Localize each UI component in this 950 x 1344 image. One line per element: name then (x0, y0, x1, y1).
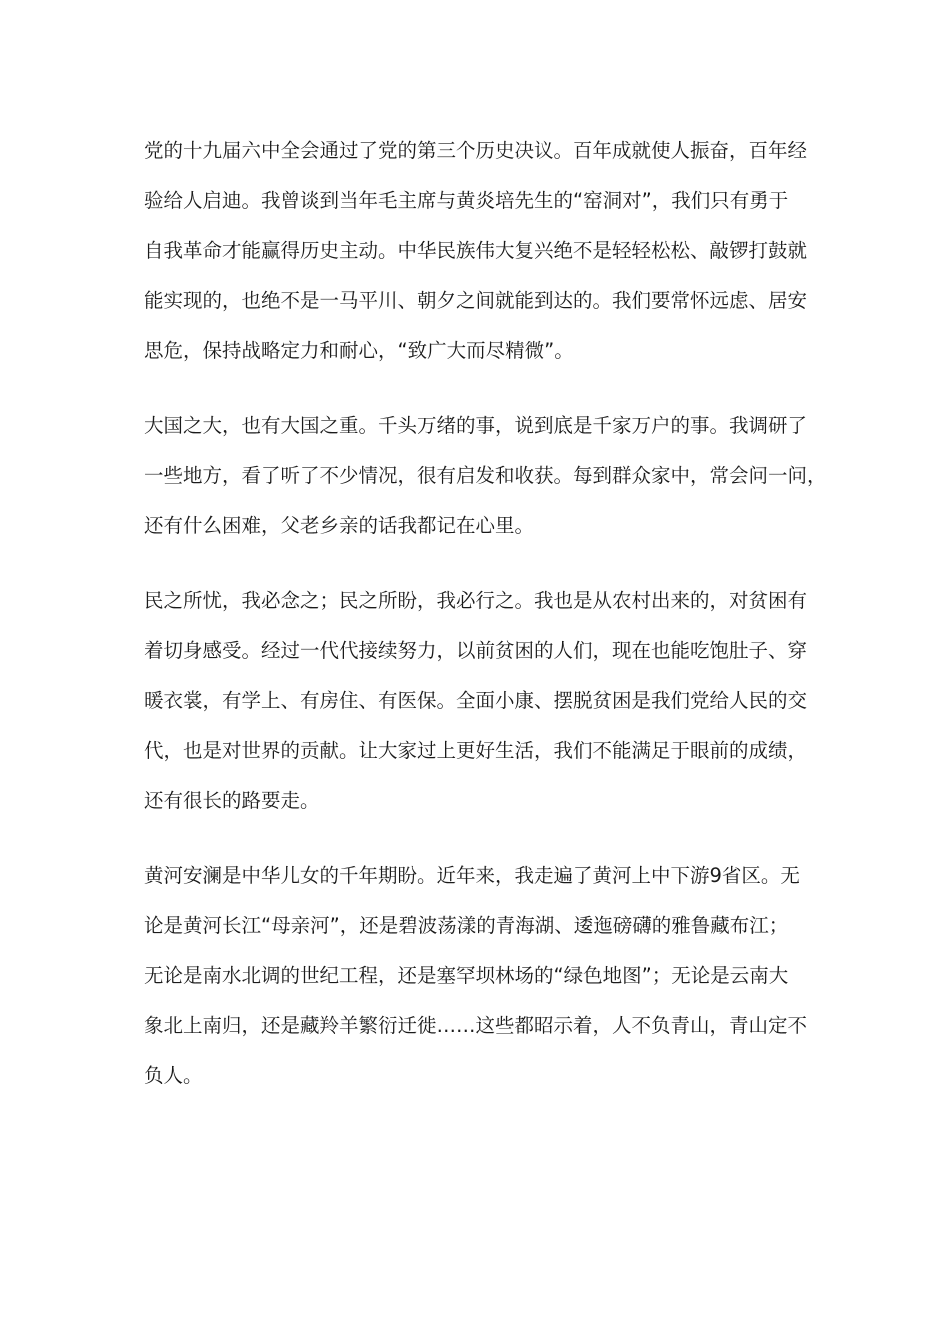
paragraph-line: 党的十九届六中全会通过了党的第三个历史决议。百年成就使人振奋，百年经 (144, 139, 808, 162)
paragraph-line: 负人。 (144, 1064, 203, 1087)
paragraph-3 (144, 576, 806, 826)
paragraph-line: 还有很长的路要走。 (144, 789, 320, 812)
paragraph-line: 思危，保持战略定力和耐心，“致广大而尽精微”。 (144, 339, 574, 362)
paragraph-4 (144, 851, 806, 1101)
paragraph-line: 自我革命才能赢得历史主动。中华民族伟大复兴绝不是轻轻松松、敲锣打鼓就 (144, 239, 808, 262)
paragraph-line: 代，也是对世界的贡献。让大家过上更好生活，我们不能满足于眼前的成绩， (144, 739, 808, 762)
paragraph-line: 着切身感受。经过一代代接续努力，以前贫困的人们，现在也能吃饱肚子、穿 (144, 639, 808, 662)
paragraph-2 (144, 401, 827, 551)
paragraph-line: 暖衣裳，有学上、有房住、有医保。全面小康、摆脱贫困是我们党给人民的交 (144, 689, 808, 712)
paragraph-1 (144, 126, 806, 376)
paragraph-line: 大国之大，也有大国之重。千头万绪的事，说到底是千家万户的事。我调研了 (144, 414, 808, 437)
paragraph-line: 论是黄河长江“母亲河”，还是碧波荡漾的青海湖、逶迤磅礴的雅鲁藏布江； (144, 914, 789, 937)
paragraph-line: 象北上南归，还是藏羚羊繁衍迁徙……这些都昭示着，人不负青山，青山定不 (144, 1014, 808, 1037)
paragraph-line: 无论是南水北调的世纪工程，还是塞罕坝林场的“绿色地图”；无论是云南大 (144, 964, 789, 987)
paragraph-line: 验给人启迪。我曾谈到当年毛主席与黄炎培先生的“窑洞对”，我们只有勇于 (144, 189, 789, 212)
paragraph-line: 一些地方，看了听了不少情况，很有启发和收获。每到群众家中，常会问一问， (144, 464, 827, 487)
paragraph-line: 黄河安澜是中华儿女的千年期盼。近年来，我走遍了黄河上中下游9省区。无 (144, 864, 800, 887)
paragraph-line: 民之所忧，我必念之；民之所盼，我必行之。我也是从农村出来的，对贫困有 (144, 589, 808, 612)
paragraph-line: 还有什么困难，父老乡亲的话我都记在心里。 (144, 514, 535, 537)
document-body (144, 126, 827, 1126)
paragraph-line: 能实现的，也绝不是一马平川、朝夕之间就能到达的。我们要常怀远虑、居安 (144, 289, 808, 312)
